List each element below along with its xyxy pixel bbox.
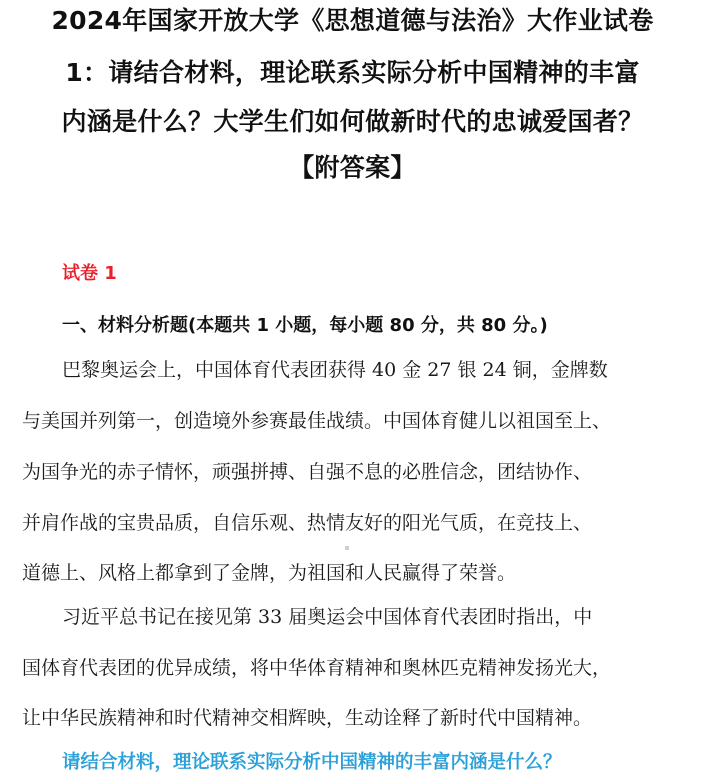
scan-speck xyxy=(345,546,349,550)
title-line-4: 【附答案】 xyxy=(289,153,416,182)
title-line-3: 内涵是什么？大学生们如何做新时代的忠诚爱国者？ xyxy=(61,107,644,136)
paragraph1-line-1: 巴黎奥运会上，中国体育代表团获得 40 金 27 银 24 铜，金牌数 xyxy=(62,359,608,381)
paragraph1-line-4: 并肩作战的宝贵品质，自信乐观、热情友好的阳光气质，在竞技上、 xyxy=(22,512,593,534)
paragraph2-line-1: 习近平总书记在接见第 33 届奥运会中国体育代表团时指出，中 xyxy=(62,606,593,628)
title-line-1: 2024年国家开放大学《思想道德与法治》大作业试卷 xyxy=(51,6,654,35)
paragraph1-line-5: 道德上、风格上都拿到了金牌，为祖国和人民赢得了荣誉。 xyxy=(22,562,517,584)
paragraph1-line-2: 与美国并列第一，创造境外参赛最佳战绩。中国体育健儿以祖国至上、 xyxy=(22,410,612,432)
paragraph1-line-3: 为国争光的赤子情怀，顽强拼搏、自强不息的必胜信念，团结协作、 xyxy=(22,461,593,483)
title-line-2: 1：请结合材料，理论联系实际分析中国精神的丰富 xyxy=(65,58,640,87)
question-prompt: 请结合材料，理论联系实际分析中国精神的丰富内涵是什么？ xyxy=(62,752,562,773)
section-heading: 一、材料分析题(本题共 1 小题，每小题 80 分，共 80 分。) xyxy=(62,315,548,336)
paragraph2-line-2: 国体育代表团的优异成绩，将中华体育精神和奥林匹克精神发扬光大， xyxy=(22,657,612,679)
paragraph2-line-3: 让中华民族精神和时代精神交相辉映，生动诠释了新时代中国精神。 xyxy=(22,707,593,729)
paper-label: 试卷 1 xyxy=(62,263,117,284)
